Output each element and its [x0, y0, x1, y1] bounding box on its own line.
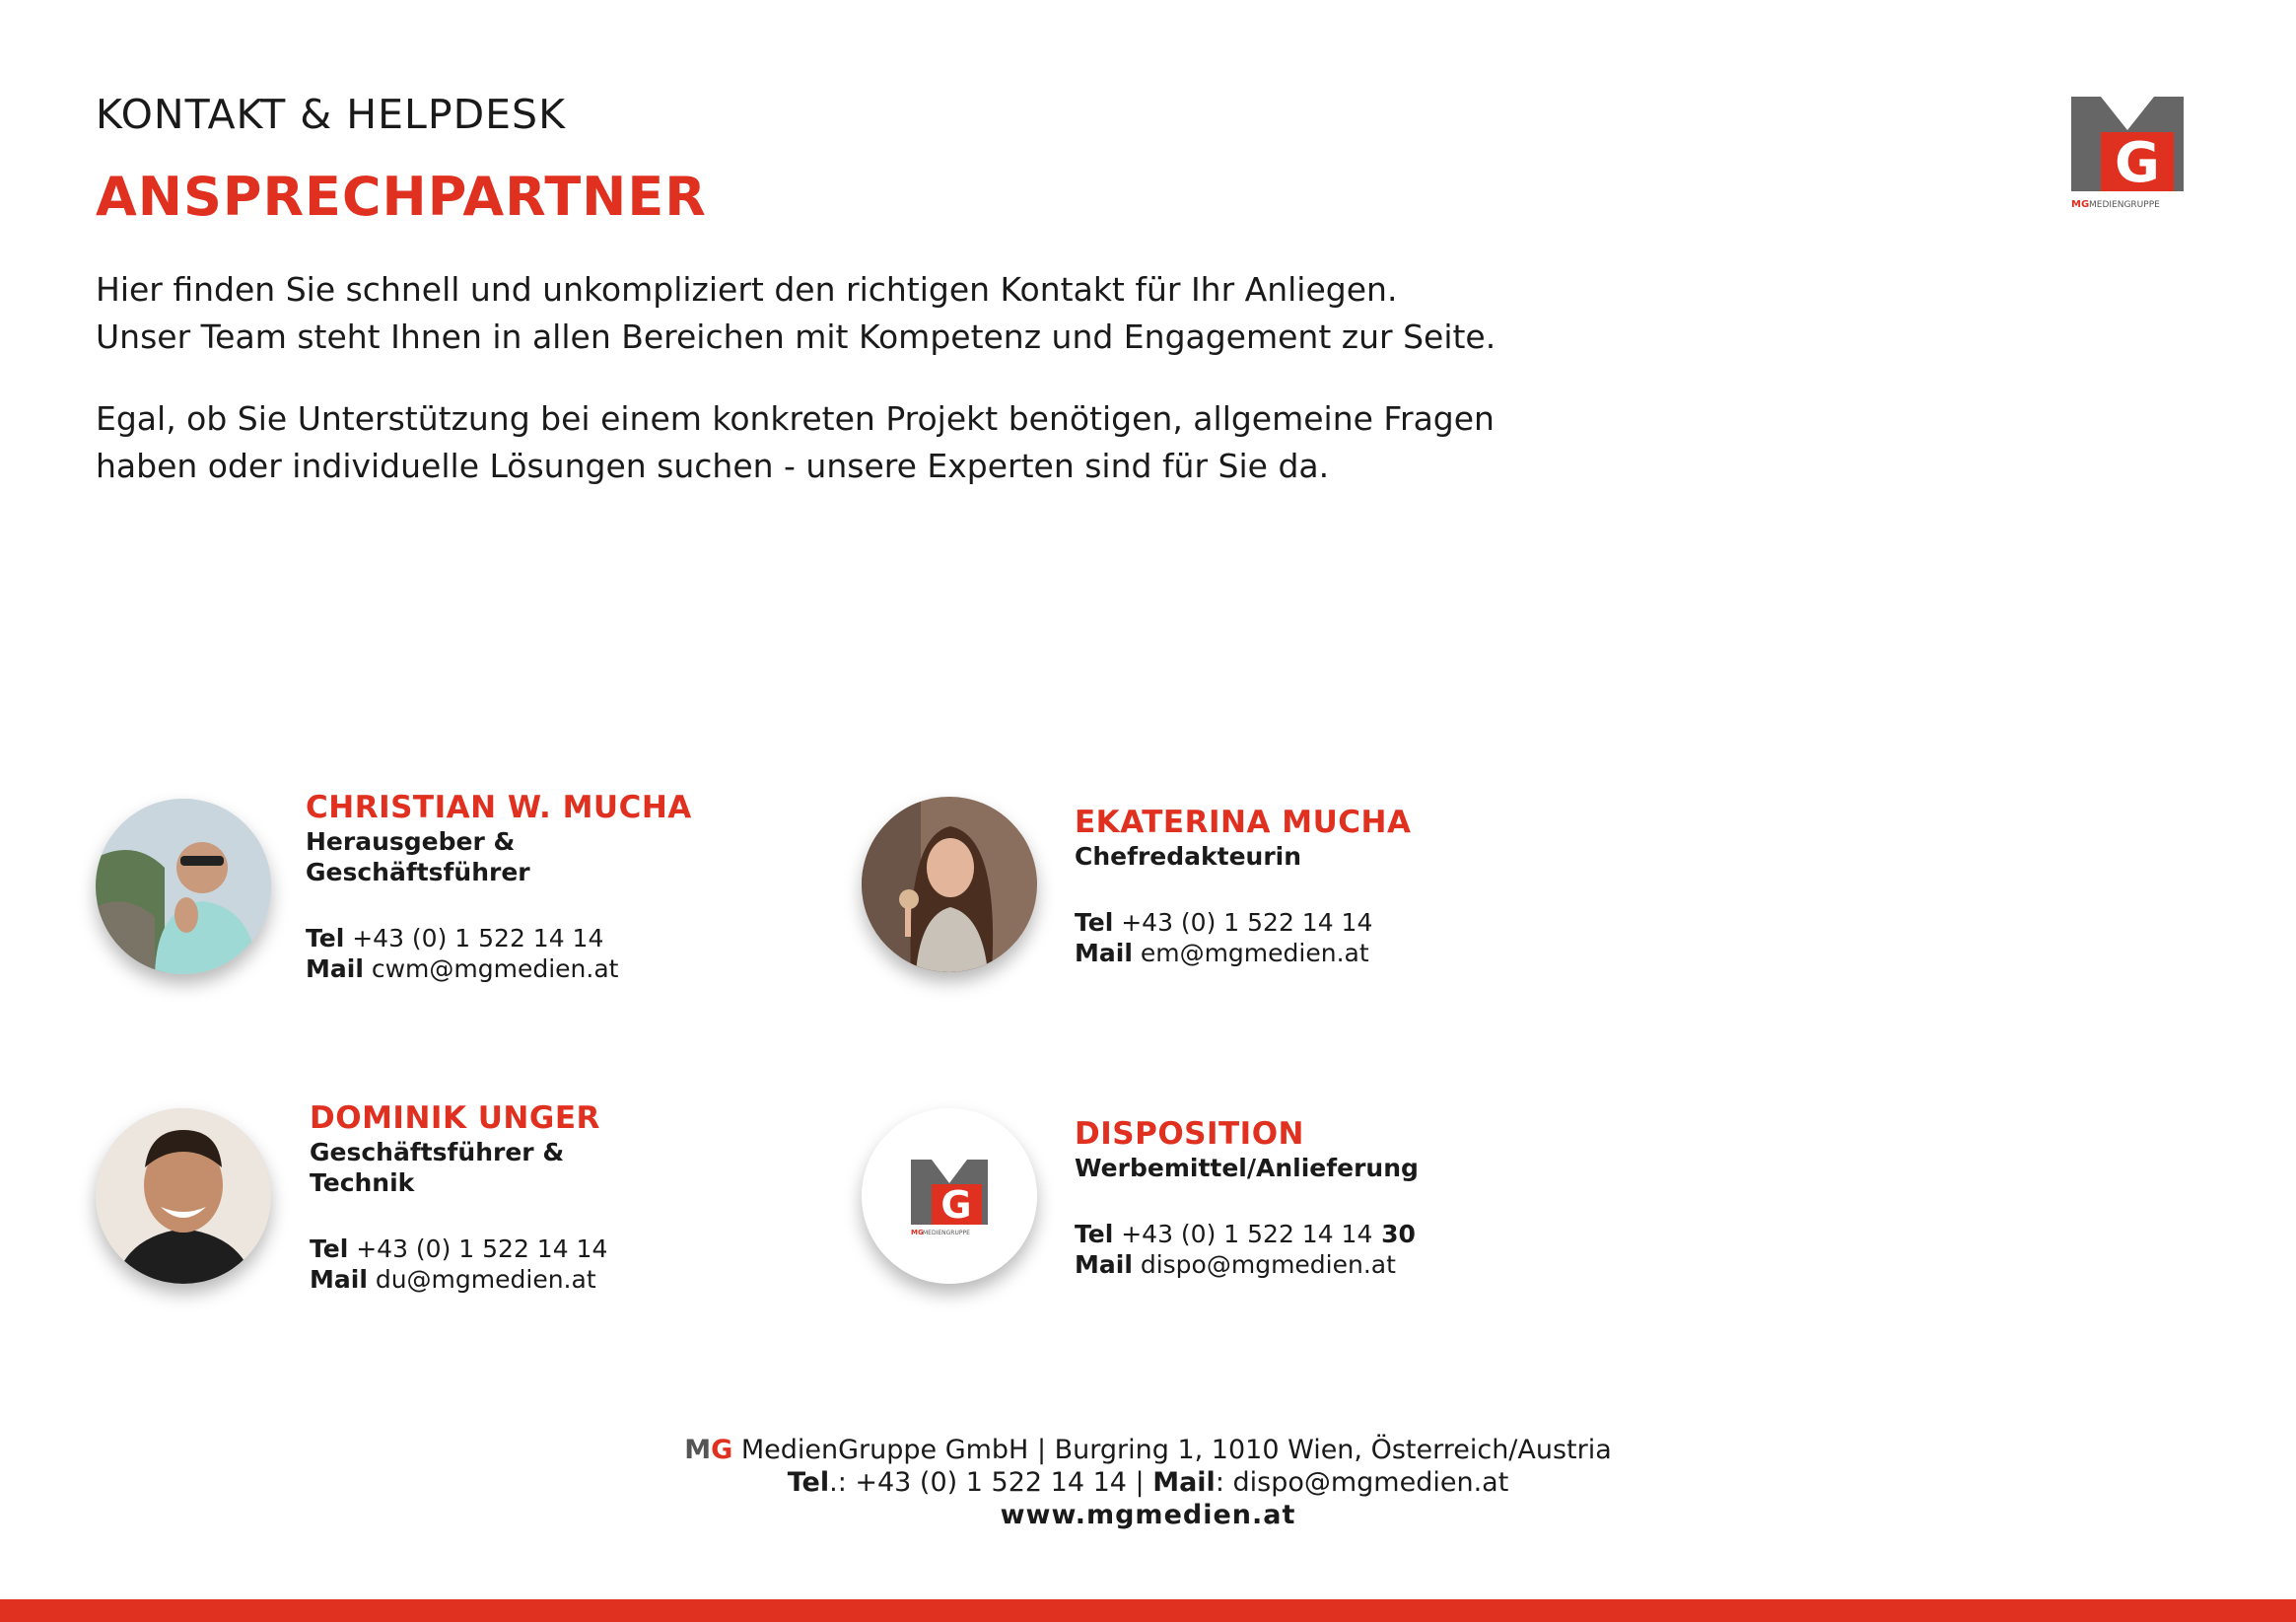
tel-label: Tel — [306, 924, 345, 952]
contact-photo-dominik — [96, 1108, 271, 1284]
contact-details — [306, 923, 692, 984]
contact-role: Herausgeber & — [306, 827, 516, 856]
email-link[interactable]: cwm@mgmedien.at — [371, 954, 619, 983]
footer-company-line — [0, 1435, 2296, 1465]
email-link[interactable]: du@mgmedien.at — [375, 1265, 596, 1294]
contact-card-ekaterina — [1075, 804, 1411, 968]
mail-label: Mail — [1075, 939, 1133, 967]
phone-number[interactable]: +43 (0) 1 522 14 14 — [1121, 1220, 1373, 1248]
tel-label: Tel — [310, 1234, 349, 1263]
phone-number[interactable]: +43 (0) 1 522 14 14 — [352, 924, 604, 952]
contact-role: Technik — [310, 1168, 415, 1197]
mail-label: Mail — [1075, 1250, 1133, 1279]
phone-extension: 30 — [1372, 1220, 1416, 1248]
contact-role: Geschäftsführer & — [310, 1138, 565, 1166]
intro-line: Unser Team steht Ihnen in allen Bereichen mit Kompetenz und Engagement zur Seite. — [96, 317, 1496, 356]
mg-logo-mark — [2071, 97, 2184, 211]
contact-name: EKATERINA MUCHA — [1075, 805, 1412, 840]
contact-name: CHRISTIAN W. MUCHA — [306, 790, 692, 825]
svg-text:G: G — [940, 1183, 972, 1227]
footer-tel: .: +43 (0) 1 522 14 14 | — [829, 1467, 1153, 1498]
footer-contact-line — [0, 1467, 2296, 1498]
bottom-accent-bar — [0, 1599, 2296, 1622]
footer-tel-label: Tel — [787, 1467, 830, 1498]
contact-name: DISPOSITION — [1075, 1116, 1305, 1152]
phone-number[interactable]: +43 (0) 1 522 14 14 — [1121, 908, 1373, 937]
portrait-photo — [96, 799, 271, 974]
svg-text:MEDIENGRUPPE: MEDIENGRUPPE — [923, 1230, 970, 1236]
contact-card-christian — [306, 789, 692, 984]
tel-label: Tel — [1075, 908, 1114, 937]
tel-label: Tel — [1075, 1220, 1114, 1248]
contact-photo-ekaterina — [862, 797, 1037, 972]
contact-card-disposition — [1075, 1115, 1419, 1280]
portrait-photo — [96, 1108, 271, 1284]
contact-photo-christian — [96, 799, 271, 974]
contact-logo-disposition — [862, 1108, 1037, 1284]
contact-details — [310, 1234, 607, 1295]
contact-name: DOMINIK UNGER — [310, 1100, 600, 1136]
section-kicker: KONTAKT & HELPDESK — [96, 91, 566, 138]
contact-card-dominik — [310, 1099, 607, 1295]
page-title: ANSPRECHPARTNER — [96, 166, 707, 228]
footer-website-link[interactable]: www.mgmedien.at — [1000, 1500, 1296, 1530]
portrait-photo — [862, 797, 1037, 972]
contact-role: Chefredakteurin — [1075, 842, 1302, 871]
mail-label: Mail — [306, 954, 364, 983]
contact-role: Geschäftsführer — [306, 858, 530, 886]
email-link[interactable]: dispo@mgmedien.at — [1140, 1250, 1396, 1279]
intro-line: haben oder individuelle Lösungen suchen - unsere Experten sind für Sie da. — [96, 447, 1330, 485]
contact-details — [1075, 1219, 1419, 1280]
phone-number[interactable]: +43 (0) 1 522 14 14 — [356, 1234, 608, 1263]
email-link[interactable]: em@mgmedien.at — [1140, 939, 1369, 967]
intro-line: Hier finden Sie schnell und unkompliziert den richtigen Kontakt für Ihr Anliegen. — [96, 270, 1398, 309]
svg-text:G: G — [2115, 131, 2160, 195]
footer-mail-label: Mail — [1152, 1467, 1216, 1498]
contact-role: Werbemittel/Anlieferung — [1075, 1154, 1419, 1182]
svg-text:MEDIENGRUPPE: MEDIENGRUPPE — [2089, 200, 2160, 210]
footer-mail: : dispo@mgmedien.at — [1215, 1467, 1509, 1498]
svg-text:MG: MG — [2071, 199, 2090, 210]
footer-mg-mark: MG — [684, 1435, 733, 1465]
mail-label: Mail — [310, 1265, 368, 1294]
mg-logo-icon — [862, 1108, 1037, 1284]
intro-paragraph-1 — [96, 266, 1574, 361]
mg-logo — [2071, 97, 2184, 211]
footer-company: MedienGruppe GmbH | Burgring 1, 1010 Wien, Österreich/Austria — [732, 1435, 1612, 1465]
intro-paragraph-2 — [96, 395, 1574, 490]
intro-line: Egal, ob Sie Unterstützung bei einem konkreten Projekt benötigen, allgemeine Fragen — [96, 399, 1495, 438]
contact-details — [1075, 907, 1411, 968]
svg-text:MG: MG — [911, 1229, 924, 1236]
